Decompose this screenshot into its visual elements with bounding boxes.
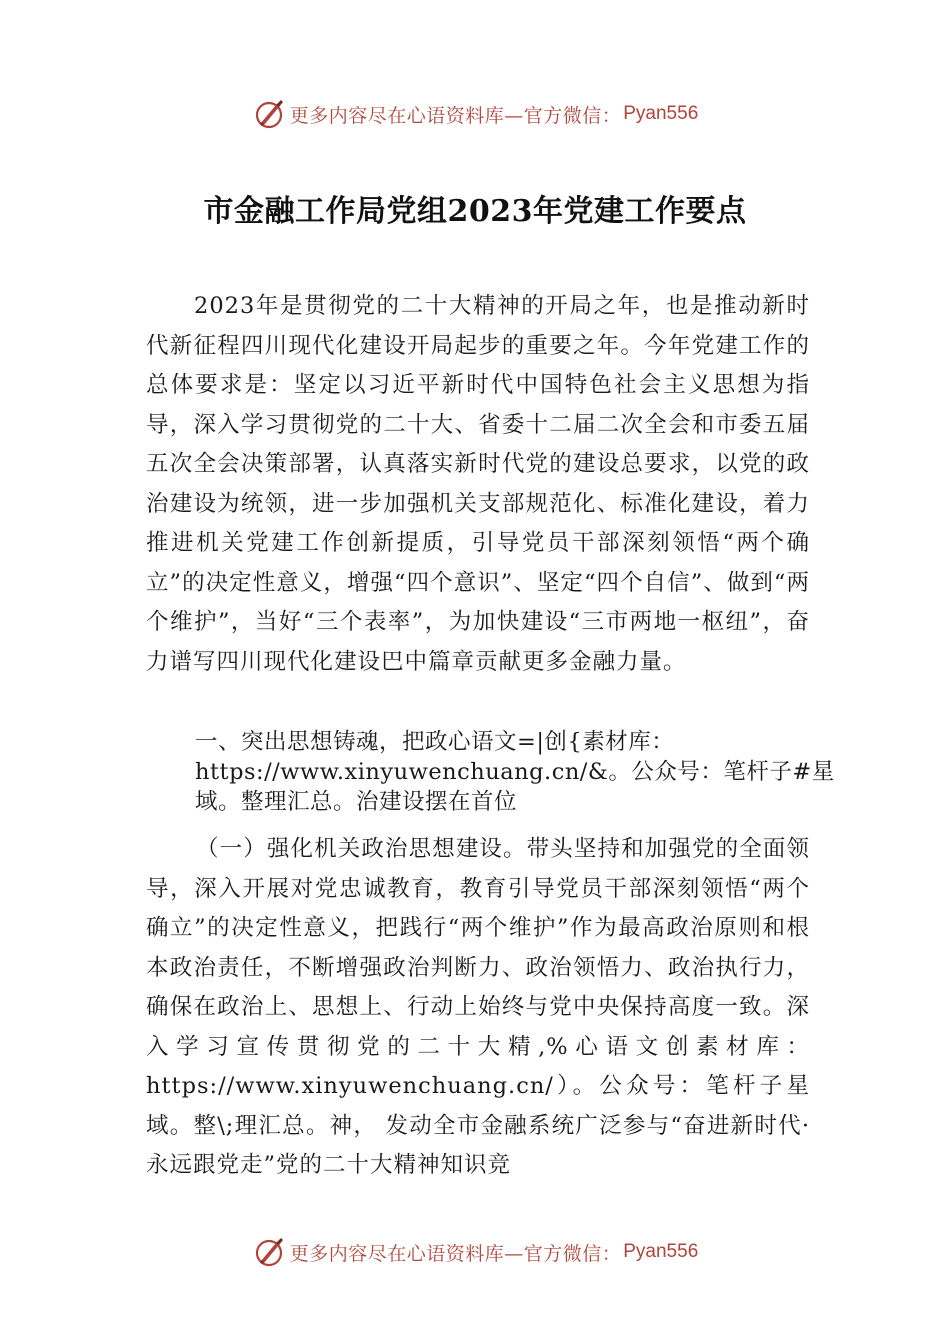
document-title: 市金融工作局党组2023年党建工作要点 xyxy=(203,194,747,229)
pen-logo-icon xyxy=(252,1235,286,1269)
banner-wechat-id: Pyan556 xyxy=(623,103,699,124)
banner-text: 更多内容尽在心语资料库—官方微信： xyxy=(289,104,622,127)
section-heading: 一、突出思想铸魂，把政心语文=|创{素材库：https://www.xinyuwenchuang.cn/&。公众号：笔杆子#星域。整理汇总。治建设摆在首位 xyxy=(195,729,835,815)
banner-text: 更多内容尽在心语资料库—官方微信： xyxy=(289,1242,622,1265)
intro-paragraph: 2023年是贯彻党的二十大精神的开局之年，也是推动新时代新征程四川现代化建设开局起步的重要之年。今年党建工作的总体要求是：坚定以习近平新时代中国特色社会主义思想为指导，深入学习贯彻党的二十大、省委十二届二次全会和市委五届五次全会决策部署，认真落实新时代党的建设总要求，以党的政治建设为统领，进一步加强机关支部规范化、标准化建设，着力推进机关党建工作创新提质，引导党员干部深刻领悟“两个确立”的决定性意义，增强“四个意识”、坚定“四个自信”、做到“两个维护”，当好“三个表率”，为加快建设“三市两地一枢纽”，奋力谱写四川现代化建设巴中篇章贡献更多金融力量。 xyxy=(146,293,810,675)
header-watermark-banner xyxy=(0,94,950,134)
banner-wechat-id: Pyan556 xyxy=(623,1241,699,1262)
pen-logo-icon xyxy=(252,97,286,131)
section-paragraph: （一）强化机关政治思想建设。带头坚持和加强党的全面领导，深入开展对党忠诚教育，教育引导党员干部深刻领悟“两个确立”的决定性意义，把践行“两个维护”作为最高政治原则和根本政治责任，不断增强政治判断力、政治领悟力、政治执行力，确保在政治上、思想上、行动上始终与党中央保持高度一致。深入学习宣传贯彻党的二十大精,%心语文创素材库：https://www.xinyuwenchuang.cn/）。公众号：笔杆子星域。整\;理汇总。神， 发动全市金融系统广泛参与“奋进新时代·永远跟党走”党的二十大精神知识竞 xyxy=(146,836,810,1178)
footer-watermark-banner xyxy=(0,1232,950,1272)
